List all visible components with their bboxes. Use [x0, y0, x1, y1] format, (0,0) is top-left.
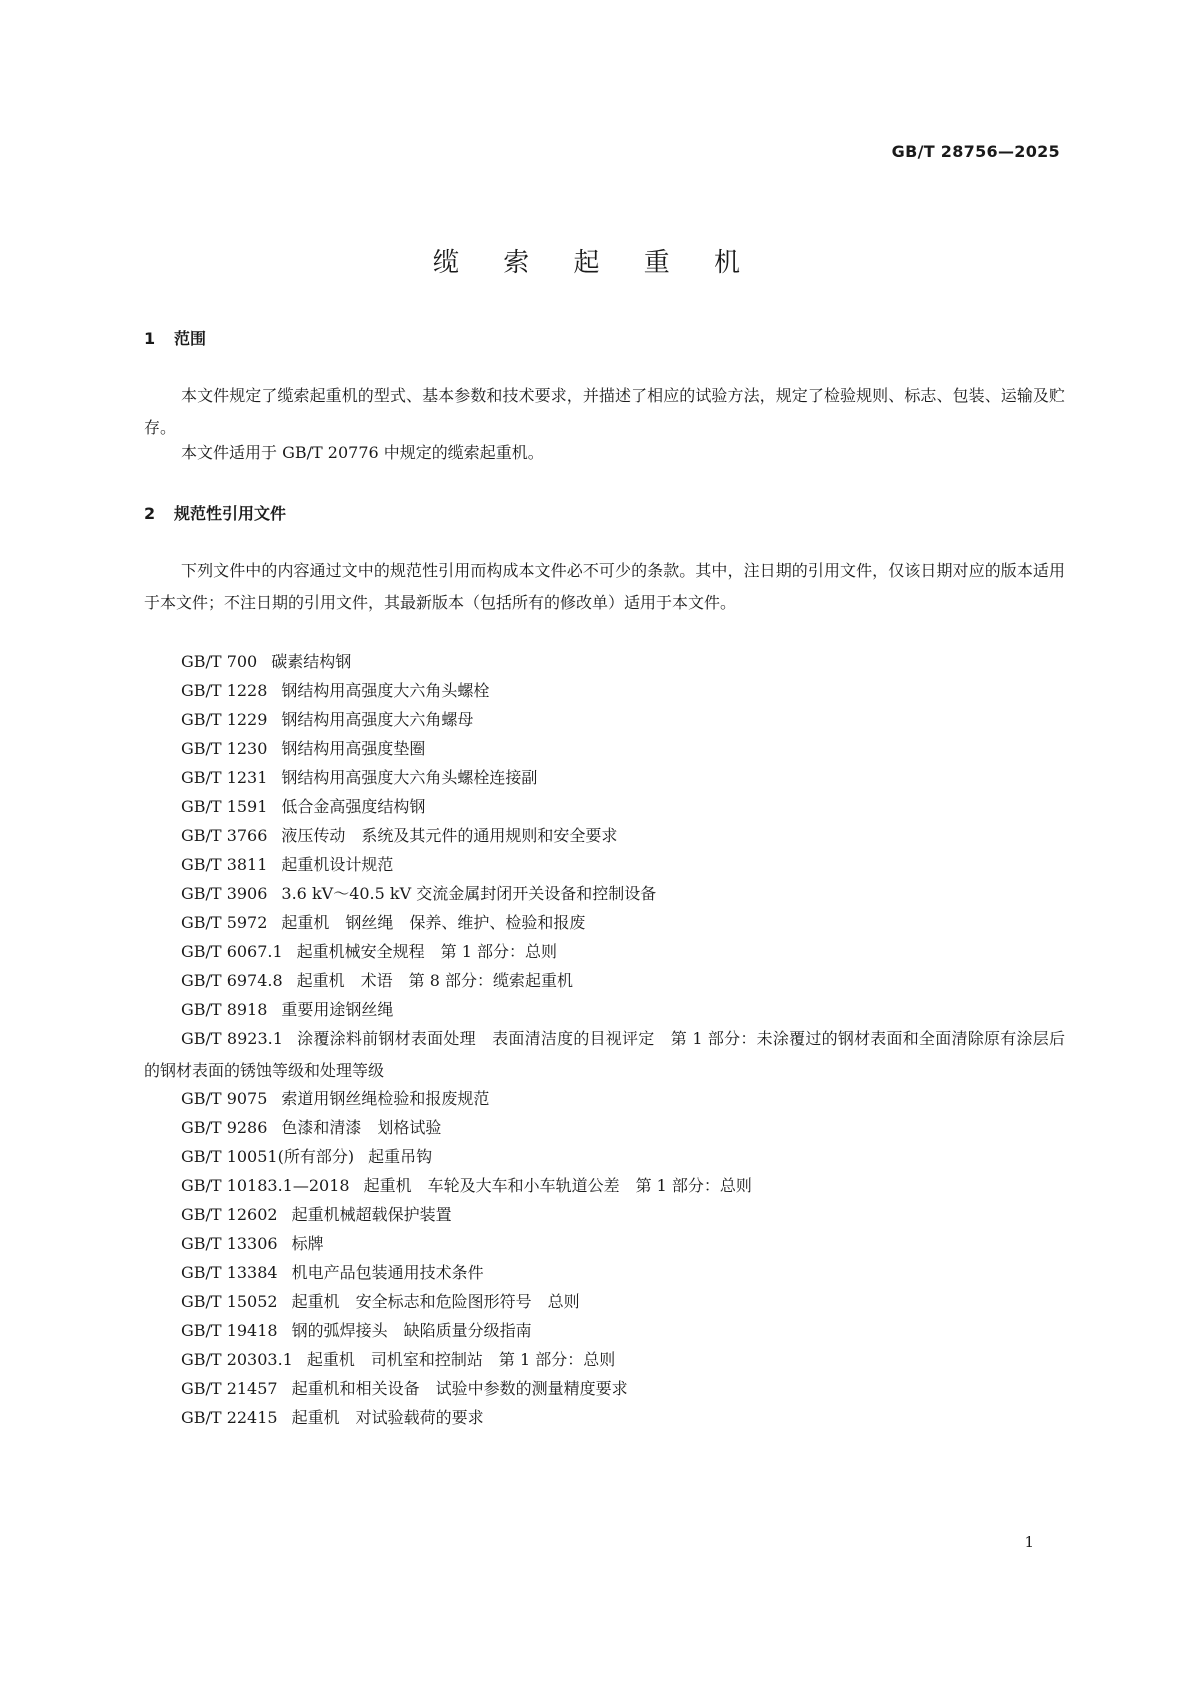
reference-title: 起重机 司机室和控制站 第 1 部分：总则	[306, 1350, 616, 1369]
reference-title: 起重机械超载保护装置	[291, 1205, 452, 1224]
reference-item	[181, 1141, 432, 1173]
reference-item	[181, 1199, 452, 1231]
reference-code: GB/T 15052	[181, 1292, 278, 1311]
reference-code: GB/T 3811	[181, 855, 268, 874]
reference-item	[181, 965, 573, 997]
references-intro: 下列文件中的内容通过文中的规范性引用而构成本文件必不可少的条款。其中，注日期的引用文件，仅该日期对应的版本适用于本文件；不注日期的引用文件，其最新版本（包括所有的修改单）适用于本文件。	[144, 561, 1065, 612]
reference-code: GB/T 12602	[181, 1205, 278, 1224]
reference-code: GB/T 5972	[181, 913, 268, 932]
reference-title: 起重机 钢丝绳 保养、维护、检验和报废	[281, 913, 586, 932]
reference-code: GB/T 1228	[181, 681, 268, 700]
scope-paragraph-1: 本文件规定了缆索起重机的型式、基本参数和技术要求，并描述了相应的试验方法，规定了检验规则、标志、包装、运输及贮存。	[144, 386, 1065, 437]
reference-title: 起重机 对试验载荷的要求	[291, 1408, 484, 1427]
reference-item	[181, 1286, 580, 1318]
reference-item	[181, 646, 351, 678]
reference-title: 起重机设计规范	[281, 855, 394, 874]
reference-code: GB/T 1229	[181, 710, 268, 729]
reference-title: 起重吊钩	[368, 1147, 433, 1166]
reference-code: GB/T 10183.1—2018	[181, 1176, 350, 1195]
reference-code: GB/T 700	[181, 652, 258, 671]
reference-item	[181, 762, 537, 794]
reference-title: 涂覆涂料前钢材表面处理 表面清洁度的目视评定 第 1 部分：未涂覆过的钢材表面和全面清除原有涂层后的钢材表面的锈蚀等级和处理等级	[144, 1029, 1065, 1080]
reference-title: 钢结构用高强度大六角头螺栓连接副	[281, 768, 538, 787]
reference-code: GB/T 6974.8	[181, 971, 283, 990]
reference-title: 液压传动 系统及其元件的通用规则和安全要求	[281, 826, 618, 845]
reference-title: 钢结构用高强度垫圈	[281, 739, 426, 758]
reference-code: GB/T 1230	[181, 739, 268, 758]
reference-code: GB/T 9075	[181, 1089, 268, 1108]
reference-code: GB/T 13384	[181, 1263, 278, 1282]
reference-title: 色漆和清漆 划格试验	[281, 1118, 442, 1137]
reference-code: GB/T 3766	[181, 826, 268, 845]
reference-title: 起重机 术语 第 8 部分：缆索起重机	[296, 971, 574, 990]
reference-code: GB/T 1591	[181, 797, 268, 816]
document-title: 缆 索 起 重 机	[432, 248, 759, 278]
reference-title: 起重机械安全规程 第 1 部分：总则	[296, 942, 558, 961]
reference-code: GB/T 13306	[181, 1234, 278, 1253]
reference-title: 索道用钢丝绳检验和报废规范	[281, 1089, 490, 1108]
reference-item	[181, 1257, 484, 1289]
reference-item	[181, 936, 557, 968]
reference-title: 钢的弧焊接头 缺陷质量分级指南	[291, 1321, 532, 1340]
reference-item	[181, 878, 656, 910]
reference-title: 起重机 车轮及大车和小车轨道公差 第 1 部分：总则	[363, 1176, 752, 1195]
reference-item	[181, 791, 425, 823]
reference-code: GB/T 21457	[181, 1379, 278, 1398]
reference-title: 钢结构用高强度大六角螺母	[281, 710, 474, 729]
reference-code: GB/T 8918	[181, 1000, 268, 1019]
reference-item	[181, 1112, 441, 1144]
reference-item	[181, 907, 585, 939]
reference-item	[181, 1083, 489, 1115]
reference-item	[181, 1315, 532, 1347]
reference-item	[181, 733, 425, 765]
reference-item	[181, 849, 393, 881]
section-heading-normative-references	[144, 501, 286, 524]
reference-code: GB/T 9286	[181, 1118, 268, 1137]
reference-title: 起重机和相关设备 试验中参数的测量精度要求	[291, 1379, 628, 1398]
reference-code: GB/T 19418	[181, 1321, 278, 1340]
reference-code: GB/T 1231	[181, 768, 268, 787]
section-number: 2	[144, 504, 156, 523]
scope-paragraph-2: 本文件适用于 GB/T 20776 中规定的缆索起重机。	[181, 443, 544, 462]
section-heading-scope	[144, 326, 206, 349]
reference-code: GB/T 3906	[181, 884, 268, 903]
reference-title: 标牌	[291, 1234, 324, 1253]
reference-title: 碳素结构钢	[271, 652, 352, 671]
reference-item	[181, 1373, 628, 1405]
section-title: 规范性引用文件	[174, 504, 287, 523]
reference-code: GB/T 22415	[181, 1408, 278, 1427]
page-number: 1	[1024, 1533, 1034, 1551]
reference-item	[181, 1344, 615, 1376]
reference-title: 起重机 安全标志和危险图形符号 总则	[291, 1292, 580, 1311]
section-title: 范围	[174, 329, 207, 348]
reference-item	[181, 1228, 324, 1260]
reference-item	[181, 704, 473, 736]
reference-item	[181, 1170, 752, 1202]
reference-title: 机电产品包装通用技术条件	[291, 1263, 484, 1282]
standard-code: GB/T 28756—2025	[891, 142, 1060, 161]
reference-item	[144, 1023, 1065, 1087]
reference-title: 重要用途钢丝绳	[281, 1000, 394, 1019]
reference-title: 3.6 kV～40.5 kV 交流金属封闭开关设备和控制设备	[281, 884, 657, 903]
section-number: 1	[144, 329, 156, 348]
reference-item	[181, 994, 393, 1026]
reference-item	[181, 675, 489, 707]
reference-code: GB/T 10051(所有部分)	[181, 1147, 355, 1166]
reference-title: 低合金高强度结构钢	[281, 797, 426, 816]
reference-item	[181, 820, 617, 852]
reference-code: GB/T 20303.1	[181, 1350, 293, 1369]
reference-title: 钢结构用高强度大六角头螺栓	[281, 681, 490, 700]
reference-code: GB/T 8923.1	[181, 1029, 283, 1048]
reference-code: GB/T 6067.1	[181, 942, 283, 961]
reference-item	[181, 1402, 484, 1434]
